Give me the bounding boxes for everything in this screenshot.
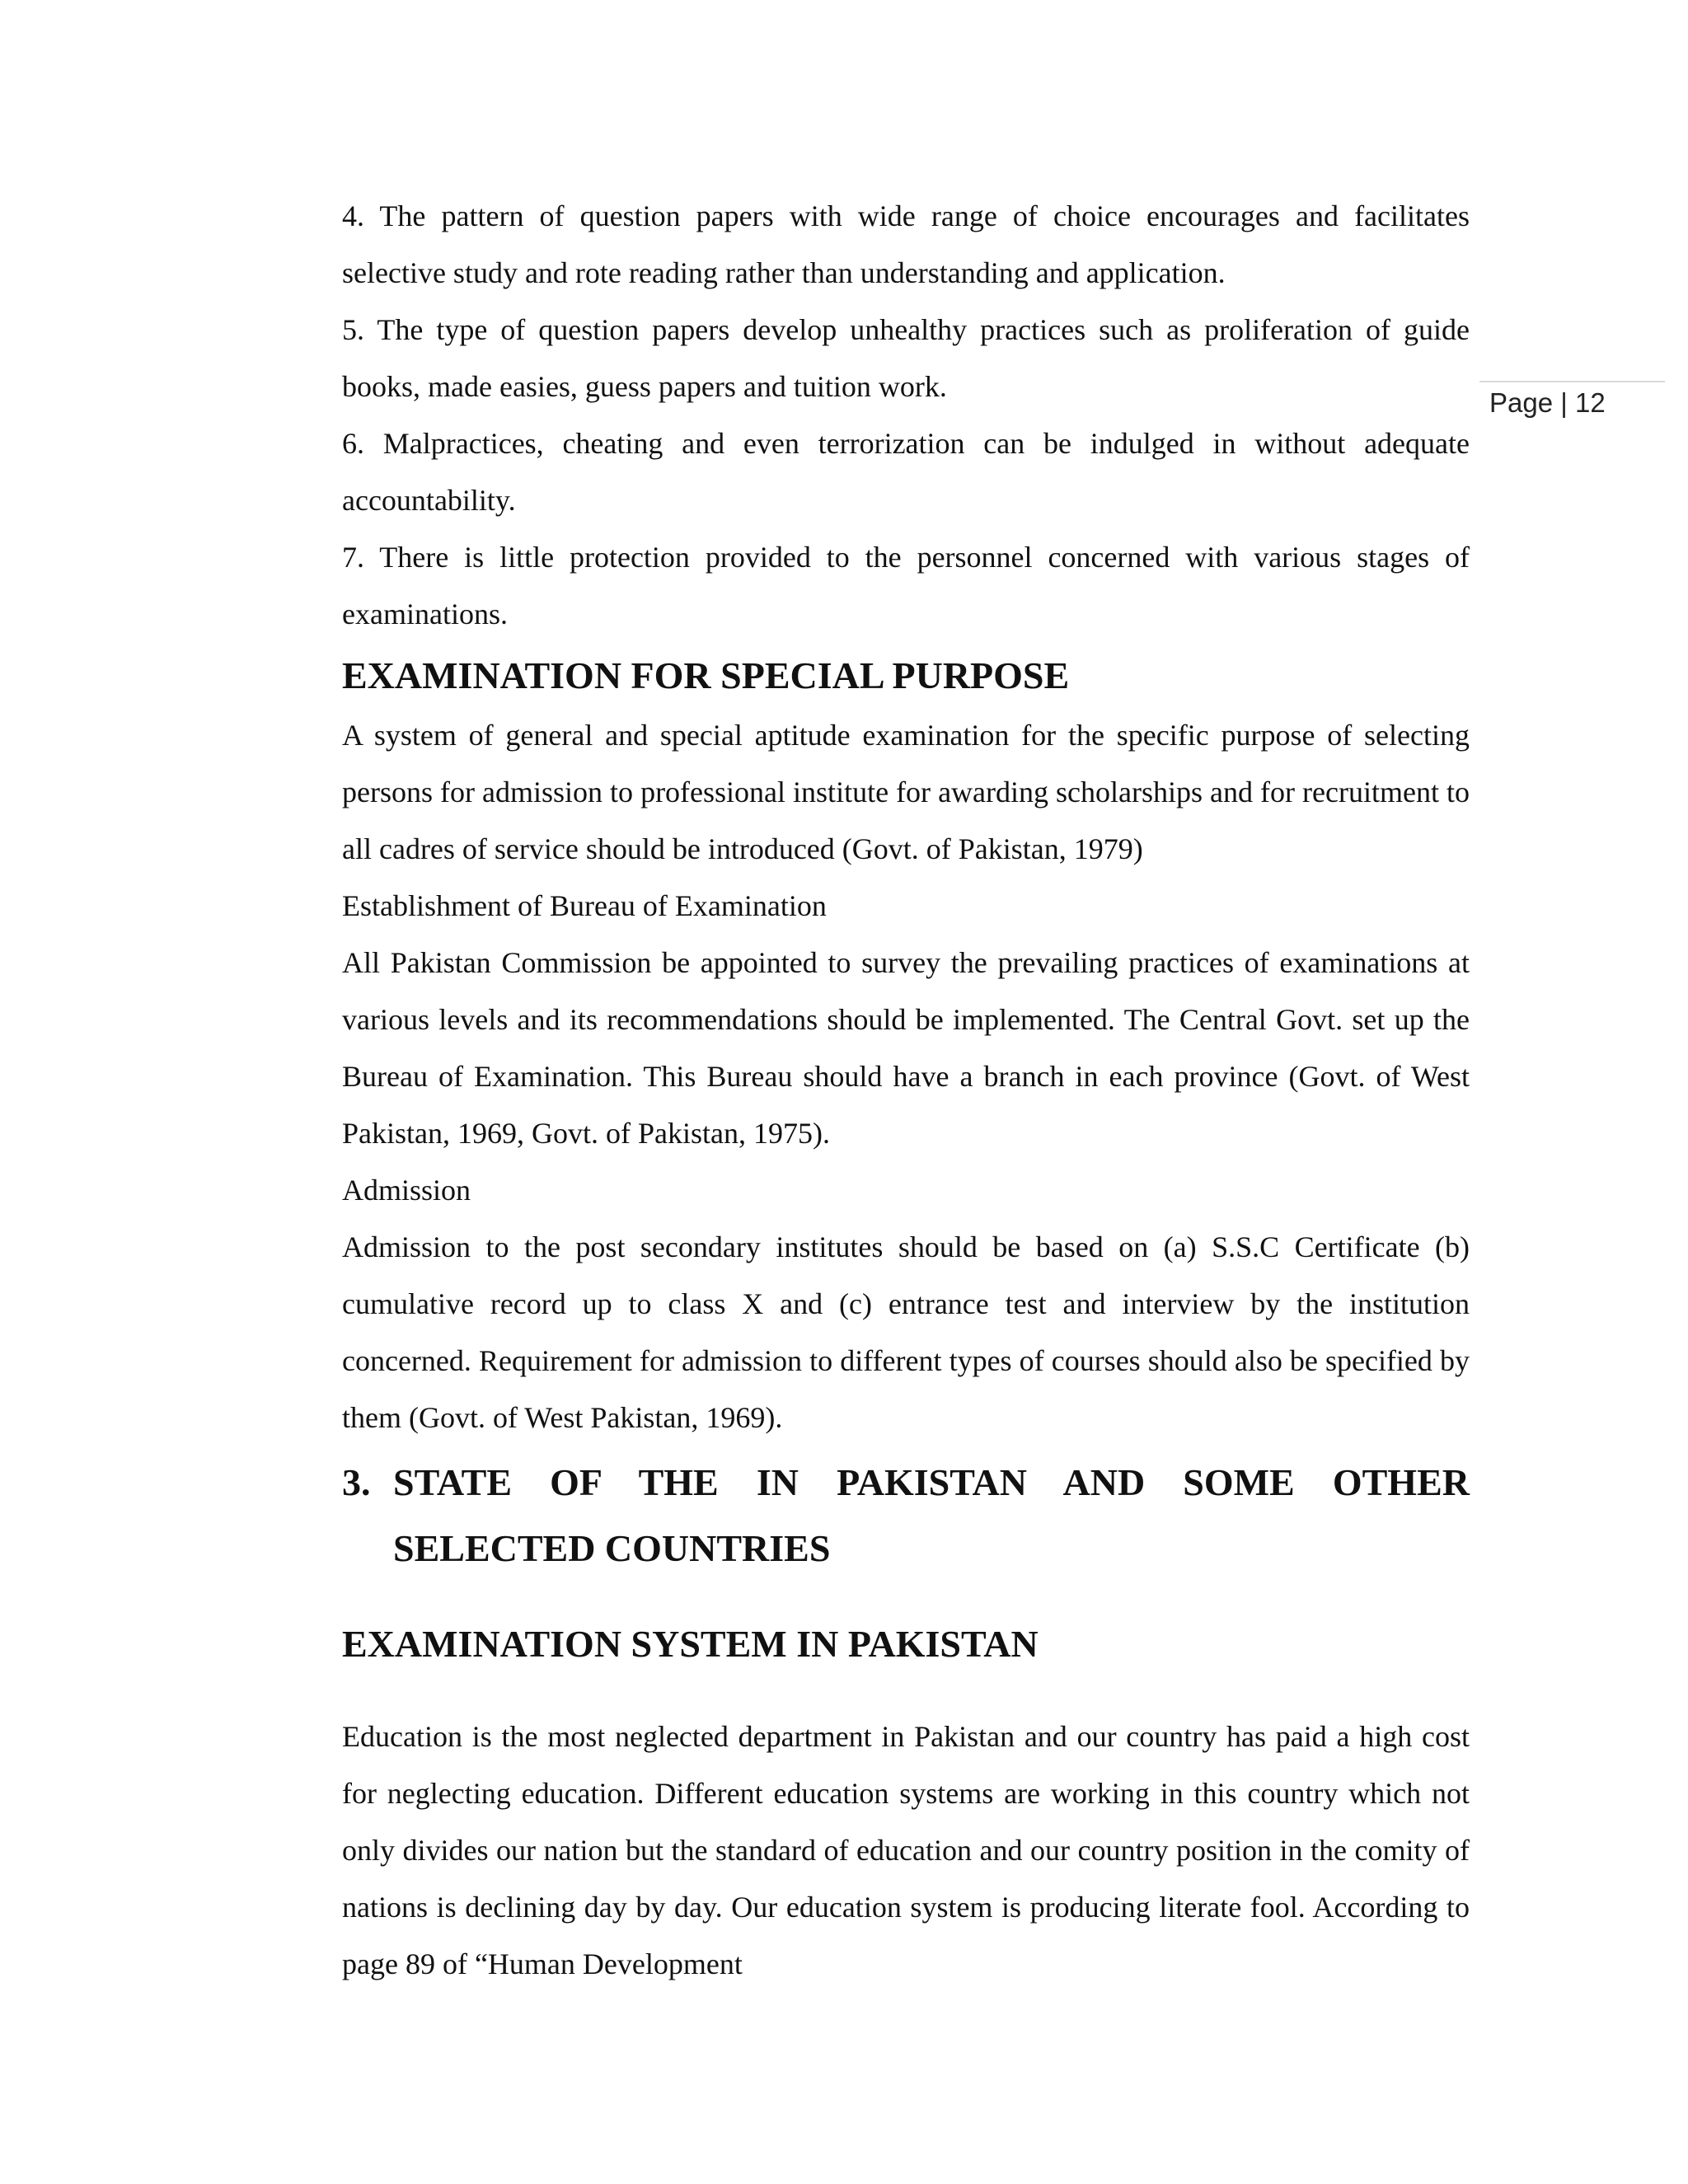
- heading-examination-system: EXAMINATION SYSTEM IN PAKISTAN: [342, 1623, 1039, 1665]
- spacer: [342, 1675, 1470, 1708]
- list-item-6: 6. Malpractices, cheating and even terrorization can be indulged in without adequate accountability.: [342, 427, 1470, 517]
- list-item-4: 4. The pattern of question papers with wide range of choice encourages and facilitates selective study and rote reading rather than understanding and application.: [342, 199, 1470, 289]
- heading-special-purpose: EXAMINATION FOR SPECIAL PURPOSE: [342, 654, 1070, 696]
- section-3-title-line-2: SELECTED COUNTRIES: [393, 1527, 831, 1569]
- subheading-bureau: Establishment of Bureau of Examination: [342, 889, 827, 922]
- list-item-5: 5. The type of question papers develop unhealthy practices such as proliferation of guide books, made easies, guess papers and tuition work.: [342, 313, 1470, 403]
- paragraph-examination-system: Education is the most neglected department in Pakistan and our country has paid a high cost for neglecting education. Different education systems are working in this country which not only divides our nation but the standard of education and our country position in the comity of nations is declining day by day. Our education system is producing literate fool. According to page 89 of “Human Development: [342, 1720, 1470, 1980]
- document-body: [342, 188, 1470, 1993]
- subheading-admission: Admission: [342, 1174, 471, 1207]
- list-item-7: 7. There is little protection provided to the personnel concerned with various stages of examinations.: [342, 541, 1470, 630]
- heading-section-3: [342, 1450, 1470, 1582]
- section-3-title-line-1: STATE OF THE IN PAKISTAN AND SOME OTHER: [393, 1461, 1470, 1503]
- section-3-title: [393, 1450, 1470, 1582]
- page-marker-rule: [1479, 381, 1665, 382]
- page-number: Page | 12: [1489, 387, 1606, 418]
- spacer: [342, 1582, 1470, 1611]
- page-number-marker: [1479, 381, 1665, 419]
- paragraph-bureau: All Pakistan Commission be appointed to survey the prevailing practices of examinations at various levels and its recommendations should be implemented. The Central Govt. set up the Bureau of Examination. This Bureau should have a branch in each province (Govt. of West Pakistan, 1969, Govt. of Pakistan, 1975).: [342, 946, 1470, 1150]
- paragraph-special-purpose: A system of general and special aptitude examination for the specific purpose of selecting persons for admission to professional institute for awarding scholarships and for recruitment to all cadres of service should be introduced (Govt. of Pakistan, 1979): [342, 719, 1470, 865]
- section-3-number: 3.: [342, 1461, 371, 1503]
- paragraph-admission: Admission to the post secondary institutes should be based on (a) S.S.C Certificate (b) cumulative record up to class X and (c) entrance test and interview by the institution concerned. Requirement for admission to different types of courses should also be specified by them (Govt. of West Pakistan, 1969).: [342, 1230, 1470, 1434]
